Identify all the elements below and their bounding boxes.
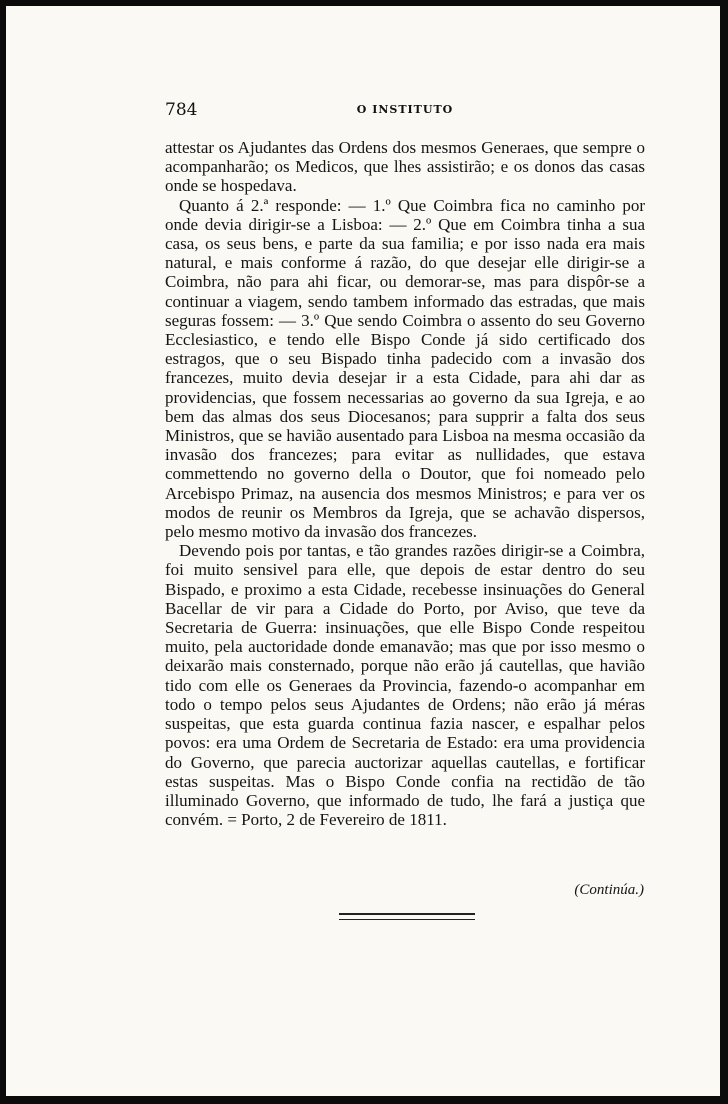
paragraph-1: attestar os Ajudantes das Ordens dos mesmos Generaes, que sempre o acompanharão; os Medicos, que lhes assistirão; e os donos das casas onde se hospedava. xyxy=(165,138,645,196)
paragraph-2: Quanto á 2.ª responde: — 1.º Que Coimbra fica no caminho por onde devia dirigir-se a Lisboa: — 2.º Que em Coimbra tinha a sua casa, os seus bens, e parte da sua familia; e por isso nada era mais natural, e mais conforme á razão, do que desejar elle dirigir-se a Coimbra, não para ahi ficar, ou demorar-se, mas para dispôr-se a continuar a viagem, sendo tambem informado das estradas, que mais seguras fossem: — 3.º Que sendo Coimbra o assento do seu Governo Ecclesiastico, e tendo elle Bispo Conde já sido certificado dos estragos, que o seu Bispado tinha padecido com a invasão dos francezes, muito devia desejar ir a esta Cidade, para ahi dar as providencias, que fossem necessarias ao governo da sua Igreja, e ao bem das almas dos seus Diocesanos; para supprir a falta dos seus Ministros, que se havião ausentado para Lisboa na mesma occasião da invasão dos francezes; para evitar as nullidades, que estava commettendo no governo della o Doutor, que foi nomeado pelo Arcebispo Primaz, na ausencia dos mesmos Ministros; e para ver os modos de reunir os Membros da Igreja, que se achavão dispersos, pelo mesmo motivo da invasão dos francezes. xyxy=(165,195,645,542)
page-header xyxy=(165,100,645,122)
running-title: O INSTITUTO xyxy=(356,103,454,116)
paragraph-3: Devendo pois por tantas, e tão grandes razões dirigir-se a Coimbra, foi muito sensivel para elle, que depois de estar dentro do seu Bispado, e proximo a esta Cidade, recebesse insinuações do General Bacellar de vir para a Cidade do Porto, por Aviso, que teve da Secretaria de Guerra: insinuações, que elle Bispo Conde respeitou muito, pela auctoridade donde emanavão; mas que por isso mesmo o deixarão mais consternado, porque não erão já cautellas, que havião tido com elle os Generaes da Provincia, fazendo-o acompanhar em todo o tempo pelos seus Ajudantes de Ordens; não erão já méras suspeitas, que esta guarda continua fazia nascer, e espalhar pelos povos: era uma Ordem de Secretaria de Estado: era uma providencia do Governo, que parecia auctorizar aquellas cautellas, e fortificar estas suspeitas. Mas o Bispo Conde confia na rectidão de tão illuminado Governo, que informado de tudo, lhe fará a justiça que convém. = Porto, 2 de Fevereiro de 1811. xyxy=(165,541,645,830)
page xyxy=(6,6,720,1096)
continua-note: (Continúa.) xyxy=(574,882,644,898)
closing-rule-bottom xyxy=(339,919,475,920)
page-number: 784 xyxy=(165,100,198,120)
closing-rule-top xyxy=(339,913,475,915)
body-text xyxy=(165,138,645,829)
